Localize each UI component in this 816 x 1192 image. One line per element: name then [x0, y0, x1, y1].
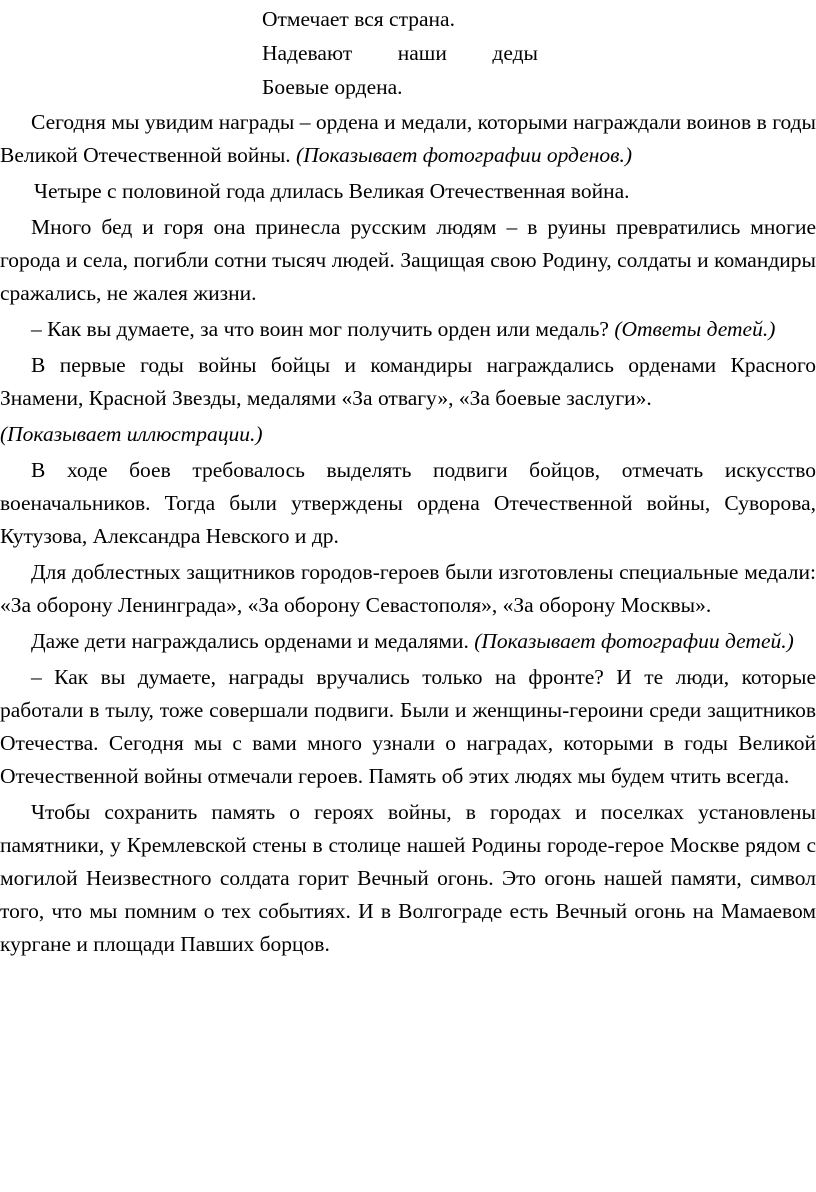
poem-line: Боевые ордена. [262, 75, 403, 99]
paragraph-home-front [0, 661, 816, 793]
paragraph-text: Много бед и горя она принесла русским людям – в руины превратились многие города и села, погибли сотни тысяч людей. Защищая свою Родину, солдаты и командиры сражались, не жалея жизни. [0, 215, 816, 305]
paragraph-text: Сегодня мы увидим награды – ордена и медали, которыми награждали воинов в годы Великой Отечественной войны. [0, 110, 816, 167]
paragraph-text: В первые годы войны бойцы и командиры награждались орденами Красного Знамени, Красной Звезды, медалями «За отвагу», «За боевые заслуги». [0, 353, 816, 410]
paragraph-eternal-flame [0, 796, 816, 961]
paragraph-text: Чтобы сохранить память о героях войны, в городах и поселках установлены памятники, у Кремлевской стены в столице нашей Родины городе-герое Москве рядом с могилой Неизвестного солдата горит Вечный огонь. Это огонь нашей памяти, символ того, что мы помним о тех событиях. И в Волгограде есть Вечный огонь на Мамаевом кургане и площади Павших борцов. [0, 800, 816, 956]
paragraph-awards-intro [0, 106, 816, 172]
paragraph-text: Даже дети награждались орденами и медалями. [31, 629, 475, 653]
paragraph-text: Четыре с половиной года длилась Великая Отечественная война. [34, 179, 630, 203]
paragraph-question-orders [0, 313, 816, 346]
paragraph-first-years [0, 349, 816, 415]
paragraph-text: – Как вы думаете, за что воин мог получить орден или медаль? [31, 317, 615, 341]
stage-remark: (Ответы детей.) [614, 317, 776, 341]
paragraph-war-duration [0, 175, 816, 208]
paragraph-illustrations-remark [0, 418, 816, 451]
paragraph-text: В ходе боев требовалось выделять подвиги бойцов, отмечать искусство военачальников. Тогда были утверждены ордена Отечественной войны, Суворова, Кутузова, Александра Невского и др. [0, 458, 816, 548]
stage-remark: (Показывает фотографии орденов.) [296, 143, 633, 167]
paragraph-hero-cities [0, 556, 816, 622]
paragraph-text: Для доблестных защитников городов-героев были изготовлены специальные медали: «За оборону Ленинграда», «За оборону Севастополя», «За оборону Москвы». [0, 560, 816, 617]
paragraph-new-orders [0, 454, 816, 553]
paragraph-war-grief [0, 211, 816, 310]
stage-remark: (Показывает иллюстрации.) [0, 422, 263, 446]
document-body [0, 106, 816, 964]
poem-stanza [262, 2, 562, 104]
poem-line: Надевают наши деды [262, 41, 538, 65]
stage-remark: (Показывает фотографии детей.) [474, 629, 794, 653]
poem-line: Отмечает вся страна. [262, 7, 455, 31]
paragraph-text: – Как вы думаете, награды вручались только на фронте? И те люди, которые работали в тылу, тоже совершали подвиги. Были и женщины-героини среди защитников Отечества. Сегодня мы с вами много узнали о наградах, которыми в годы Великой Отечественной войны отмечали героев. Память об этих людях мы будем чтить всегда. [0, 665, 816, 788]
paragraph-children-awarded [0, 625, 816, 658]
